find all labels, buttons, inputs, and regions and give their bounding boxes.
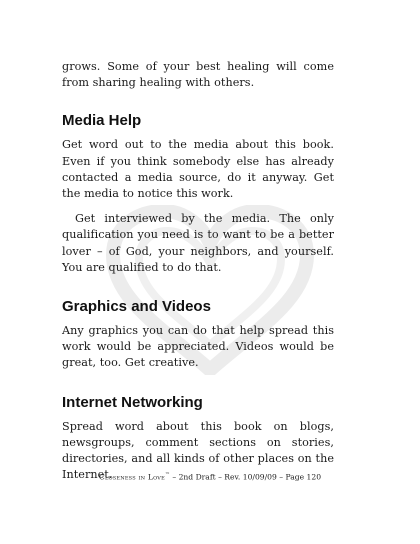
footer-trademark: ™: [164, 472, 170, 478]
heading-internet-networking: Internet Networking: [62, 393, 203, 411]
page-footer: [0, 472, 420, 482]
footer-book-title: Closeness in Love: [98, 472, 165, 482]
graphics-videos-paragraph: Any graphics you can do that help spread this work would be appreciated. Videos would be great, too. Get creative.: [62, 324, 334, 370]
internet-networking-paragraph: Spread word about this book on blogs, newsgroups, comment sections on stories, directories, and all kinds of other places on the Internet.: [62, 419, 334, 482]
page-content: [62, 59, 334, 483]
continuation-paragraph: grows. Some of your best healing will come from sharing healing with others.: [62, 60, 334, 90]
footer-details: – 2nd Draft – Rev. 10/09/09 – Page 120: [169, 472, 322, 482]
media-help-paragraph-1: Get word out to the media about this book. Even if you think somebody else has already contacted a media source, do it anyway. Get the media to notice this work.: [62, 138, 334, 201]
heading-media-help: Media Help: [62, 112, 142, 130]
heading-graphics-videos: Graphics and Videos: [62, 298, 211, 316]
media-help-paragraph-2: Get interviewed by the media. The only qualification you need is to want to be a better lover – of God, your neighbors, and yourself. You are qualified to do that.: [62, 212, 334, 274]
